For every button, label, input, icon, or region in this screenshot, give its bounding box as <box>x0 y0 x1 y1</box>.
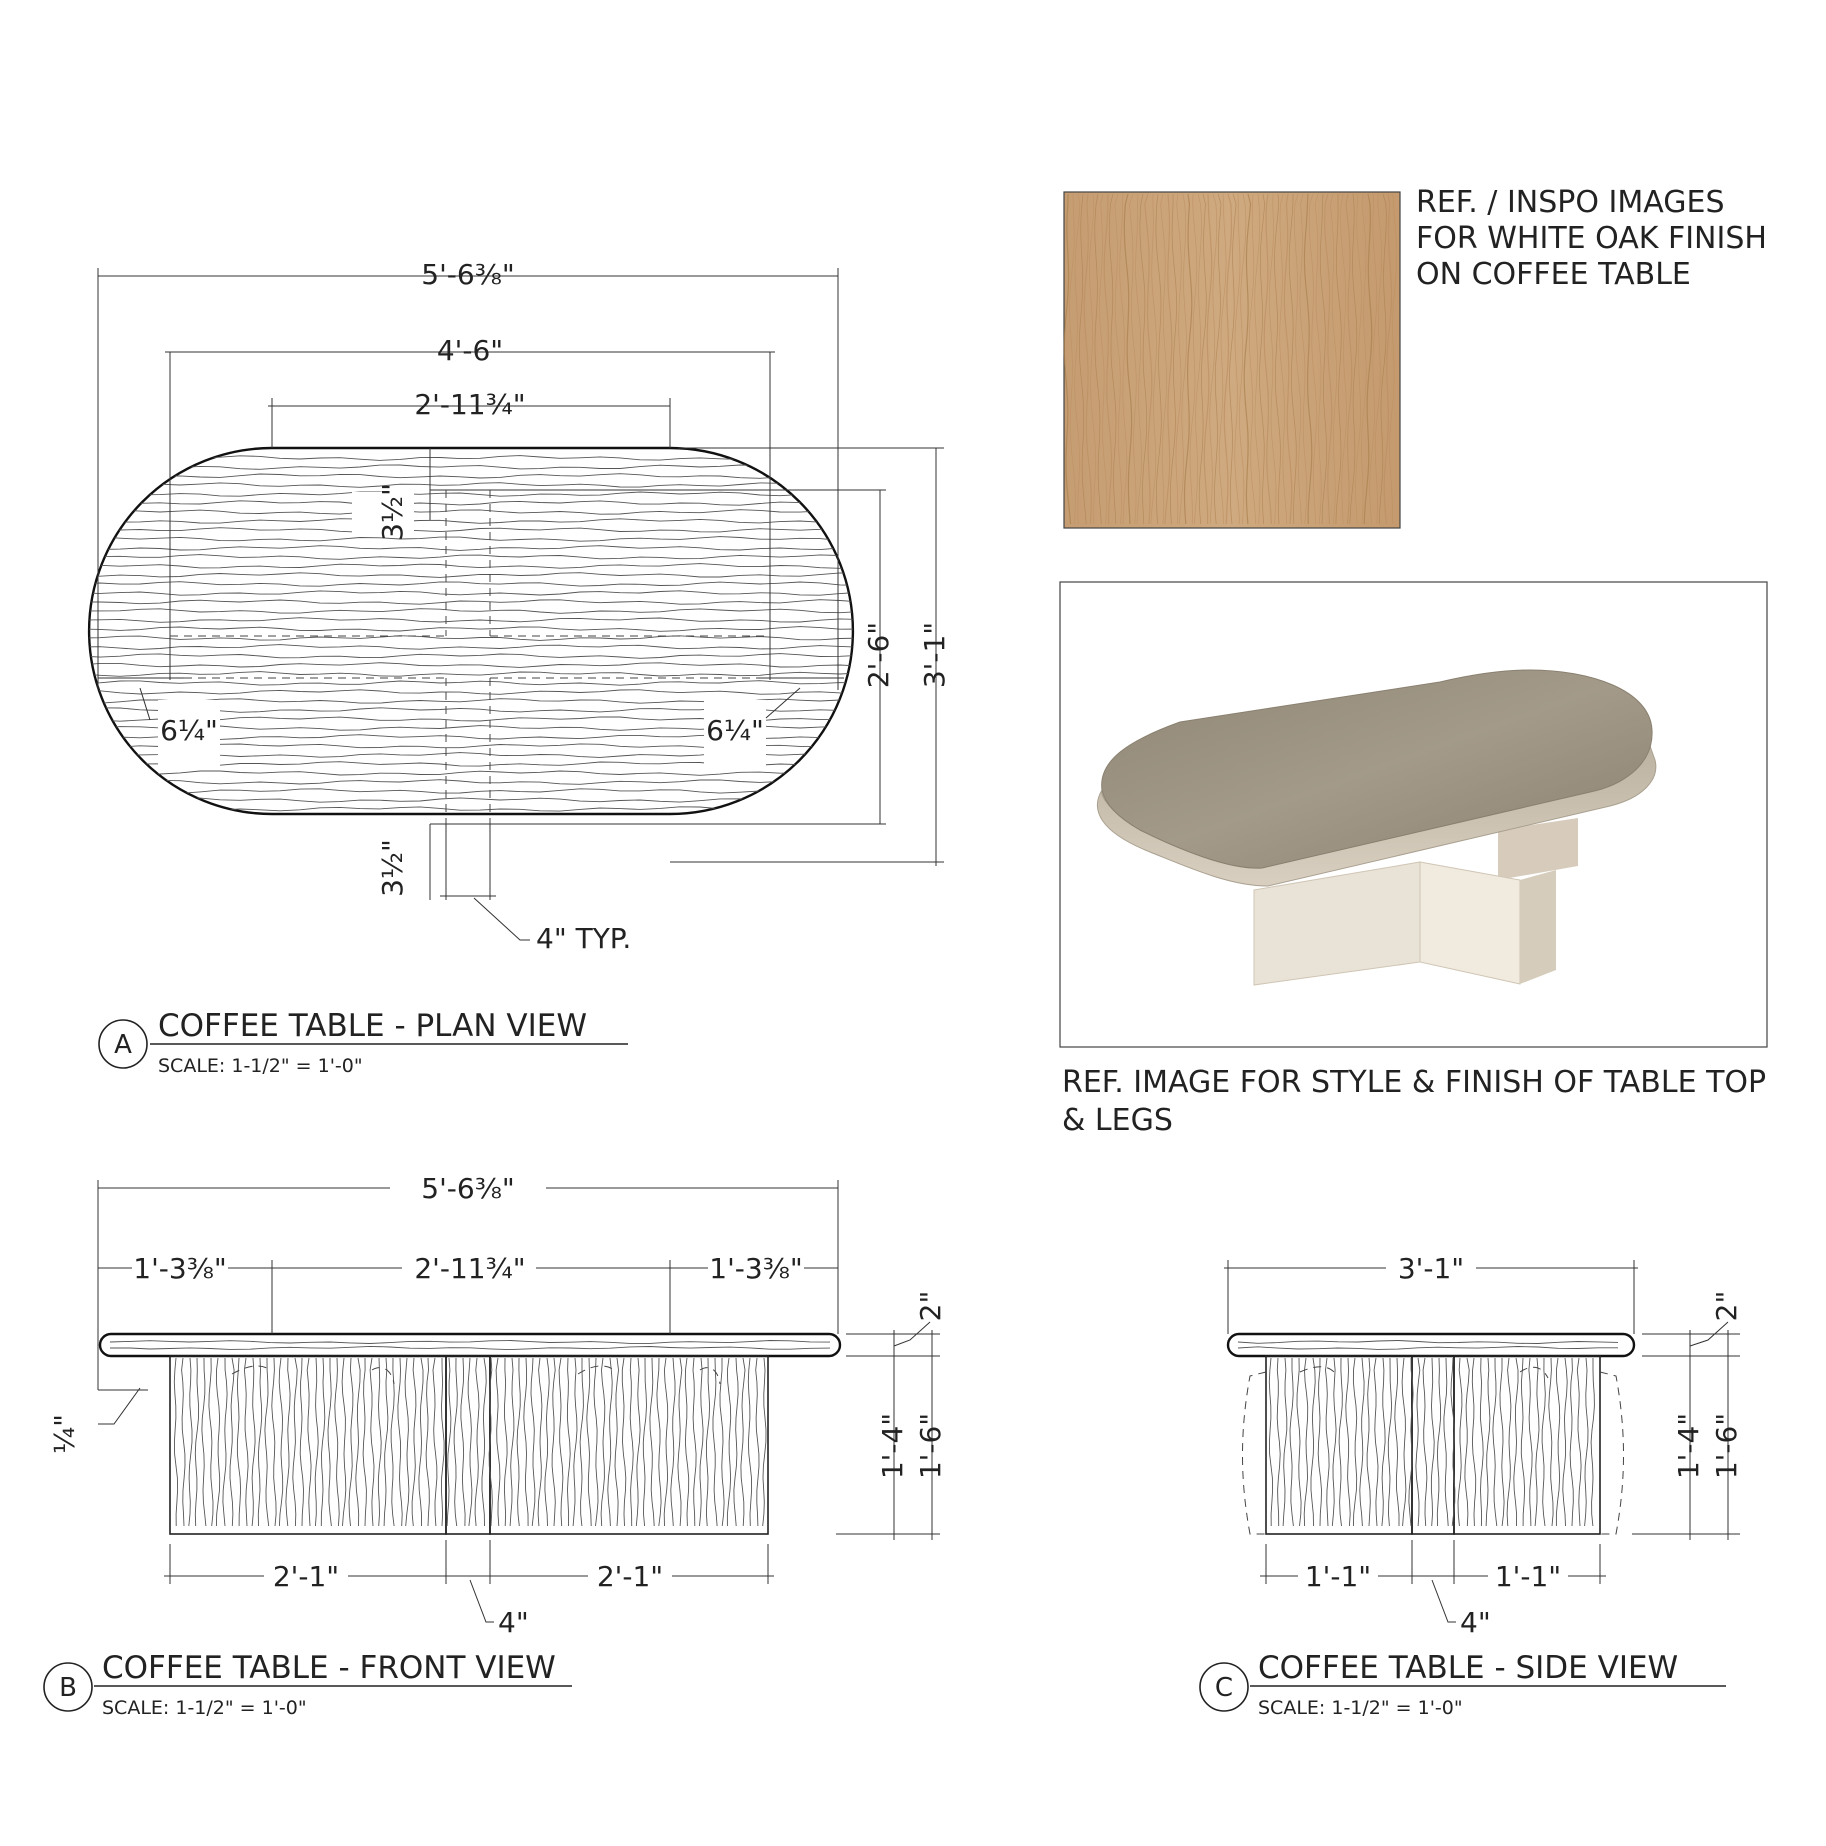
front-dimension-lines <box>98 1180 940 1622</box>
plan-dim-inset-bottom: 3½" <box>376 839 409 897</box>
front-view <box>44 1170 947 1719</box>
front-leg-grain <box>174 1358 766 1526</box>
side-dim-leg-left: 1'-1" <box>1304 1560 1372 1593</box>
plan-dim-base: 4'-6" <box>436 334 504 367</box>
front-scale: SCALE: 1-1/2" = 1'-0" <box>102 1697 307 1719</box>
side-dim-leg-right: 1'-1" <box>1494 1560 1562 1593</box>
side-tag: C <box>1214 1673 1234 1703</box>
front-dim-right: 1'-3⅜" <box>709 1252 803 1285</box>
side-dim-leg-gap: 4" <box>1460 1606 1491 1639</box>
plan-scale: SCALE: 1-1/2" = 1'-0" <box>158 1055 363 1077</box>
side-title: COFFEE TABLE - SIDE VIEW <box>1258 1650 1679 1686</box>
side-dim-top: 2" <box>1710 1290 1743 1322</box>
style-note-line-1: REF. IMAGE FOR STYLE & FINISH OF TABLE TOP <box>1062 1065 1767 1100</box>
plan-dimension-lines <box>98 268 944 940</box>
side-dim-overall: 3'-1" <box>1397 1252 1465 1285</box>
front-dim-leg-height: 1'-4" <box>876 1412 909 1480</box>
plan-title: COFFEE TABLE - PLAN VIEW <box>158 1008 588 1044</box>
plan-title-block <box>99 1008 628 1077</box>
front-dim-leg-gap: 4" <box>498 1606 529 1639</box>
style-reference <box>1060 582 1767 1138</box>
front-tag: B <box>59 1673 77 1703</box>
plan-view <box>80 258 951 1077</box>
style-note-line-2: & LEGS <box>1062 1103 1173 1138</box>
front-title-block <box>44 1650 572 1719</box>
side-tabletop <box>1228 1334 1634 1356</box>
plan-dim-overhang-right: 6¼" <box>706 714 764 747</box>
plan-dim-overall: 5'-6⅜" <box>421 258 515 291</box>
front-title: COFFEE TABLE - FRONT VIEW <box>102 1650 556 1686</box>
front-dim-leg-right: 2'-1" <box>596 1560 664 1593</box>
side-leg-grain <box>1269 1358 1594 1526</box>
side-scale: SCALE: 1-1/2" = 1'-0" <box>1258 1697 1463 1719</box>
render-leg-right <box>1520 870 1556 984</box>
oak-note-line-1: REF. / INSPO IMAGES <box>1416 185 1725 220</box>
plan-dim-straight: 2'-11¾" <box>414 388 526 421</box>
plan-dim-overhang-left: 6¼" <box>160 714 218 747</box>
oak-note-line-3: ON COFFEE TABLE <box>1416 257 1691 292</box>
side-dim-leg-height: 1'-4" <box>1672 1412 1705 1480</box>
render-leg-front <box>1420 862 1520 984</box>
oak-note-line-2: FOR WHITE OAK FINISH <box>1416 221 1767 256</box>
front-dim-left: 1'-3⅜" <box>133 1252 227 1285</box>
plan-tag: A <box>114 1030 132 1060</box>
front-dim-total-height: 1'-6" <box>914 1412 947 1480</box>
side-top-grain <box>1238 1341 1618 1350</box>
front-dim-top: 2" <box>914 1290 947 1322</box>
front-top-grain <box>110 1341 830 1350</box>
side-view <box>1200 1252 1743 1719</box>
plan-dim-inset-top: 3½" <box>376 483 409 541</box>
front-tabletop <box>100 1334 840 1356</box>
side-dim-total-height: 1'-6" <box>1710 1412 1743 1480</box>
plan-dim-depth: 3'-1" <box>918 621 951 689</box>
plan-dim-base-depth: 2'-6" <box>862 621 895 689</box>
oak-reference <box>1064 185 1767 528</box>
front-dim-overall: 5'-6⅜" <box>421 1172 515 1205</box>
front-dim-overhang: ¼" <box>48 1413 81 1455</box>
front-dim-leg-left: 2'-1" <box>272 1560 340 1593</box>
front-dim-center: 2'-11¾" <box>414 1252 526 1285</box>
plan-dim-leg-thickness: 4" TYP. <box>536 922 632 955</box>
side-title-block <box>1200 1650 1726 1719</box>
